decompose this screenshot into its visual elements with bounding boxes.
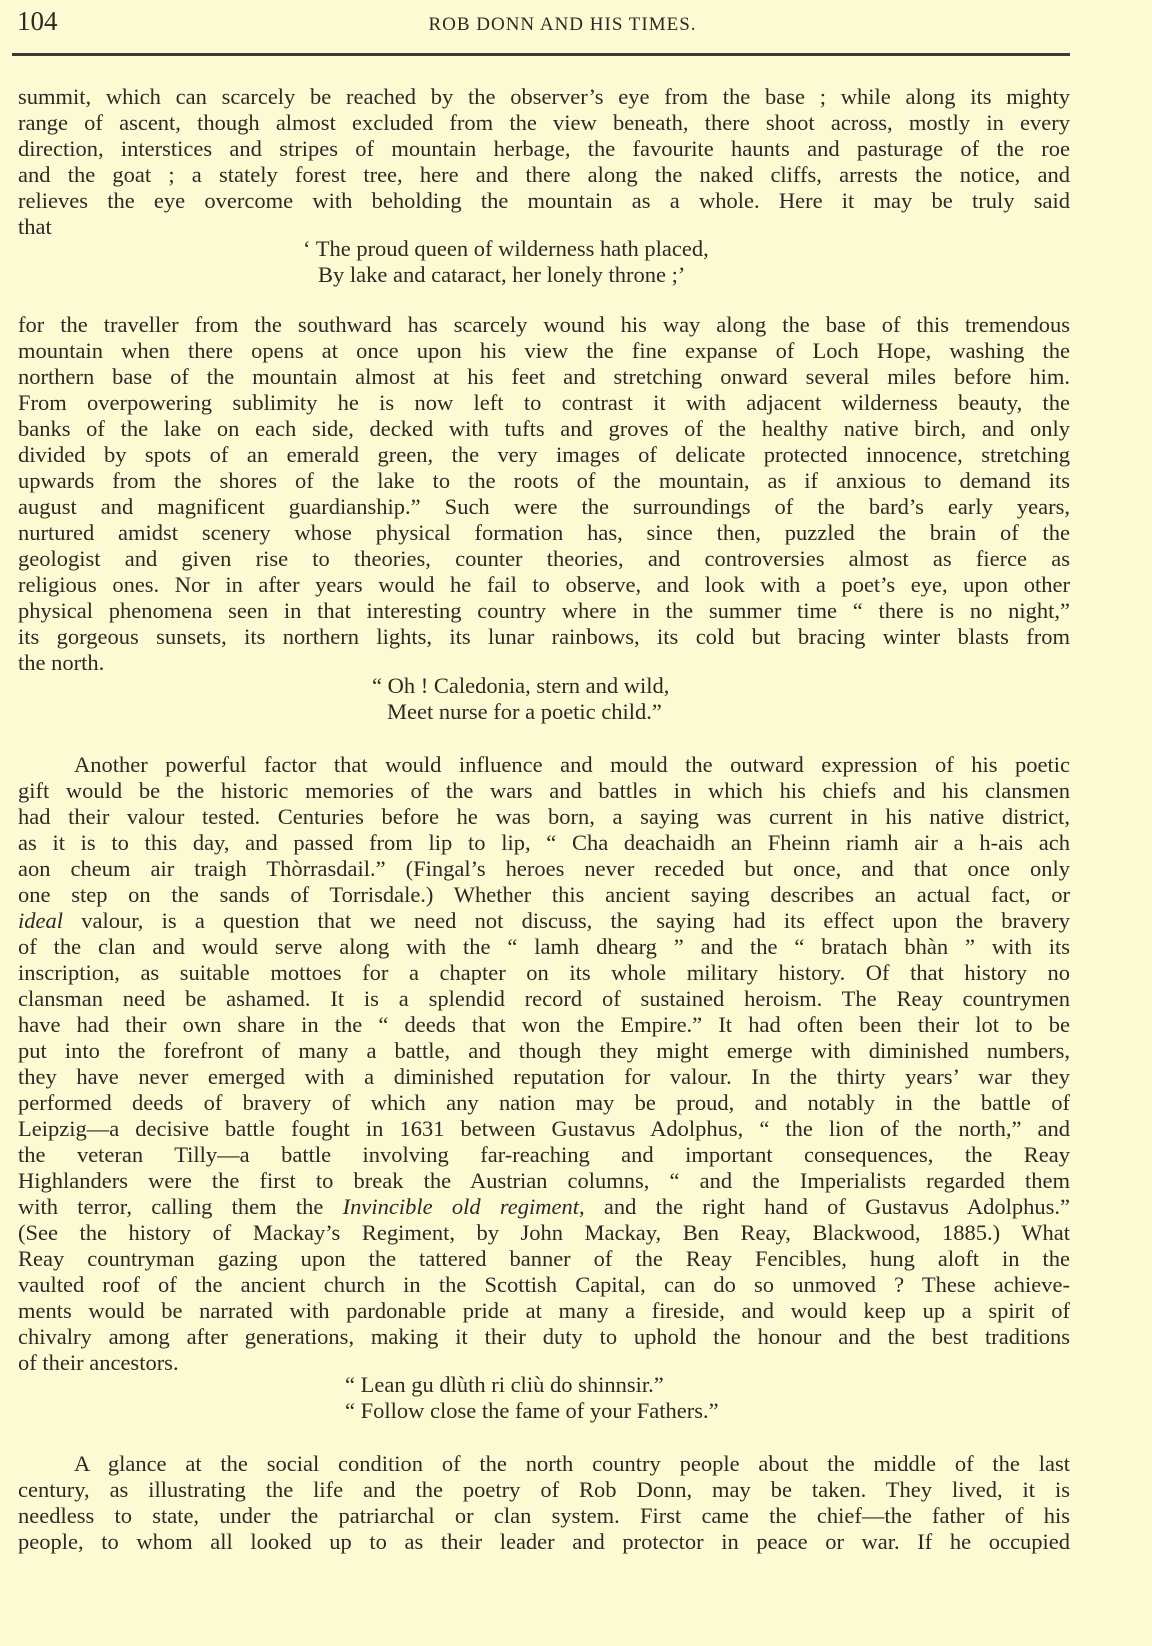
text-line: that [18,214,52,239]
text-line: Highlanders were the first to break the Austrian columns, “ and the Imperialists regarded them [18,1168,1070,1193]
text-line: of the clan and would serve along with the “ lamh dhearg ” and the “ bratach bhàn ” with its [18,934,1070,959]
text-line: (See the history of Mackay’s Regiment, by John Mackay, Ben Reay, Blackwood, 1885.) What [18,1220,1070,1245]
text-span: with terror, calling them the [18,1194,343,1219]
text-line: upwards from the shores of the lake to the roots of the mountain, as if anxious to demand its [18,468,1070,493]
text-line: have had their own share in the “ deeds that won the Empire.” It had often been their lot to be [18,1012,1070,1037]
text-line: mountain when there opens at once upon his view the fine expanse of Loch Hope, washing the [18,338,1070,363]
text-line: people, to whom all looked up to as their leader and protector in peace or war. If he occupied [18,1529,1070,1554]
text-line: banks of the lake on each side, decked with tufts and groves of the healthy native birch, and only [18,416,1070,441]
text-line: From overpowering sublimity he is now left to contrast it with adjacent wilderness beauty, the [18,390,1070,415]
text-line: for the traveller from the southward has scarcely wound his way along the base of this tremendous [18,312,1070,337]
text-line: aon cheum air traigh Thòrrasdail.” (Fingal’s heroes never receded but once, and that once only [18,856,1070,881]
text-line: century, as illustrating the life and the poetry of Rob Donn, may be taken. They lived, it is [18,1477,1070,1502]
text-line [18,1194,1070,1220]
text-line: religious ones. Nor in after years would he fail to observe, and look with a poet’s eye, upon other [18,572,1070,597]
page-number: 104 [17,6,58,36]
text-span: valour, is a question that we need not discuss, the saying had its effect upon the bravery [63,908,1070,933]
text-line: “ Oh ! Caledonia, stern and wild, [372,673,670,698]
text-line: and the goat ; a stately forest tree, here and there along the naked cliffs, arrests the notice, and [18,162,1070,187]
text-line: had their valour tested. Centuries before he was born, a saying was current in his native district, [18,804,1070,829]
paragraph [18,84,1070,240]
text-line: direction, interstices and stripes of mountain herbage, the favourite haunts and pasturage of the roe [18,136,1070,161]
text-line: needless to state, under the patriarchal or clan system. First came the chief—the father of his [18,1503,1070,1528]
text-line: Another powerful factor that would influence and mould the outward expression of his poetic [74,752,1070,777]
text-line: clansman need be ashamed. It is a splendid record of sustained heroism. The Reay countrymen [18,986,1070,1011]
text-line: the veteran Tilly—a battle involving far-reaching and important consequences, the Reay [18,1142,1070,1167]
text-line: summit, which can scarcely be reached by the observer’s eye from the base ; while along its mighty [18,84,1070,109]
text-line: august and magnificent guardianship.” Such were the surroundings of the bard’s early years, [18,494,1070,519]
text-line: the north. [18,650,105,675]
text-line: inscription, as suitable mottoes for a chapter on its whole military history. Of that history no [18,960,1070,985]
text-line: “ Lean gu dlùth ri cliù do shinnsir.” [345,1372,664,1397]
paragraph [18,312,1070,676]
text-line: its gorgeous sunsets, its northern lights, its lunar rainbows, its cold but bracing winter blasts from [18,624,1070,649]
text-line: one step on the sands of Torrisdale.) Whether this ancient saying describes an actual fact, or [18,882,1070,907]
text-line: physical phenomena seen in that interesting country where in the summer time “ there is no night,” [18,598,1070,623]
text-line: chivalry among after generations, making it their duty to uphold the honour and the best traditions [18,1324,1070,1349]
text-span: , and the right hand of Gustavus Adolphus.” [579,1194,1070,1219]
text-line: as it is to this day, and passed from lip to lip, “ Cha deachaidh an Fheinn riamh air a h-ais ach [18,830,1070,855]
text-line [18,908,1070,934]
header-rule [12,53,1070,56]
text-line: Meet nurse for a poetic child.” [387,699,662,724]
text-line: they have never emerged with a diminished reputation for valour. In the thirty years’ war they [18,1064,1070,1089]
text-line: range of ascent, though almost excluded from the view beneath, there shoot across, mostly in every [18,110,1070,135]
text-line: put into the forefront of many a battle, and though they might emerge with diminished numbers, [18,1038,1070,1063]
verse-quote [18,673,1070,725]
text-line: Reay countryman gazing upon the tattered banner of the Reay Fencibles, hung aloft in the [18,1246,1070,1271]
text-line: vaulted roof of the ancient church in the Scottish Capital, can do so unmoved ? These achieve- [18,1272,1070,1297]
text-line: nurtured amidst scenery whose physical formation has, since then, puzzled the brain of the [18,520,1070,545]
text-line: geologist and given rise to theories, counter theories, and controversies almost as fierce as [18,546,1070,571]
text-line: gift would be the historic memories of the wars and battles in which his chiefs and his clansmen [18,778,1070,803]
text-line: ments would be narrated with pardonable pride at many a fireside, and would keep up a spirit of [18,1298,1070,1323]
running-title: ROB DONN AND HIS TIMES. [428,14,697,35]
text-line: northern base of the mountain almost at his feet and stretching onward several miles before him. [18,364,1070,389]
paragraph [18,752,1070,1376]
text-line: performed deeds of bravery of which any nation may be proud, and notably in the battle of [18,1090,1070,1115]
text-line: Leipzig—a decisive battle fought in 1631 between Gustavus Adolphus, “ the lion of the north,” and [18,1116,1070,1141]
text-line: ‘ The proud queen of wilderness hath placed, [303,236,709,261]
text-line: divided by spots of an emerald green, the very images of delicate protected innocence, stretching [18,442,1070,467]
verse-quote [18,236,1070,288]
text-line: relieves the eye overcome with beholding the mountain as a whole. Here it may be truly said [18,188,1070,213]
verse-quote [18,1372,1070,1424]
italic-text: Invincible old regiment [342,1194,580,1219]
text-line: A glance at the social condition of the north country people about the middle of the last [74,1451,1070,1476]
paragraph [18,1451,1070,1555]
text-line: of their ancestors. [18,1350,179,1375]
text-line: “ Follow close the fame of your Fathers.” [345,1398,719,1423]
italic-text: ideal [18,908,63,933]
text-line: By lake and cataract, her lonely throne ;’ [318,262,686,287]
